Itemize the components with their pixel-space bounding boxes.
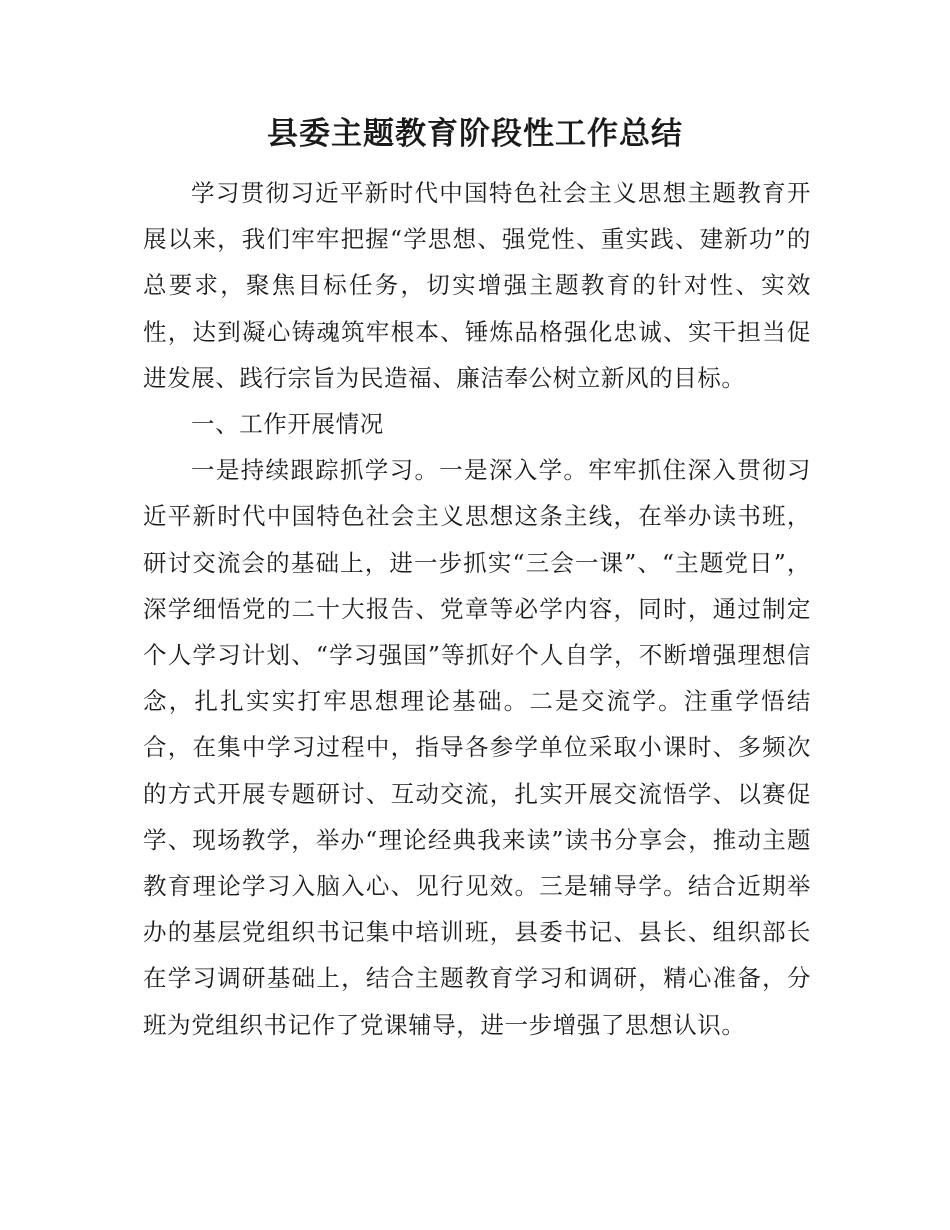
- section-heading: 一、工作开展情况: [191, 410, 384, 439]
- section-paragraph: 一是持续跟踪抓学习。一是深入学。牢牢抓住深入贯彻习近平新时代中国特色社会主义思想这条主线，在举办读书班，研讨交流会的基础上，进一步抓实“三会一课”、“主题党日”，深学细悟党的二十大报告、党章等必学内容，同时，通过制定个人学习计划、“学习强国”等抓好个人自学，不断增强理想信念，扎扎实实打牢思想理论基础。二是交流学。注重学悟结合，在集中学习过程中，指导各参学单位采取小课时、多频次的方式开展专题研讨、互动交流，扎实开展交流悟学、以赛促学、现场教学，举办“理论经典我来读”读书分享会，推动主题教育理论学习入脑入心、见行见效。三是辅导学。结合近期举办的基层党组织书记集中培训班，县委书记、县长、组织部长在学习调研基础上，结合主题教育学习和调研，精心准备，分班为党组织书记作了党课辅导，进一步增强了思想认识。: [143, 456, 811, 1039]
- intro-paragraph: 学习贯彻习近平新时代中国特色社会主义思想主题教育开展以来，我们牢牢把握“学思想、强党性、重实践、建新功”的总要求，聚焦目标任务，切实增强主题教育的针对性、实效性，达到凝心铸魂筑牢根本、锤炼品格强化忠诚、实干担当促进发展、践行宗旨为民造福、廉洁奉公树立新风的目标。: [143, 179, 811, 392]
- document-title: 县委主题教育阶段性工作总结: [267, 116, 683, 152]
- document-body: [143, 170, 811, 1048]
